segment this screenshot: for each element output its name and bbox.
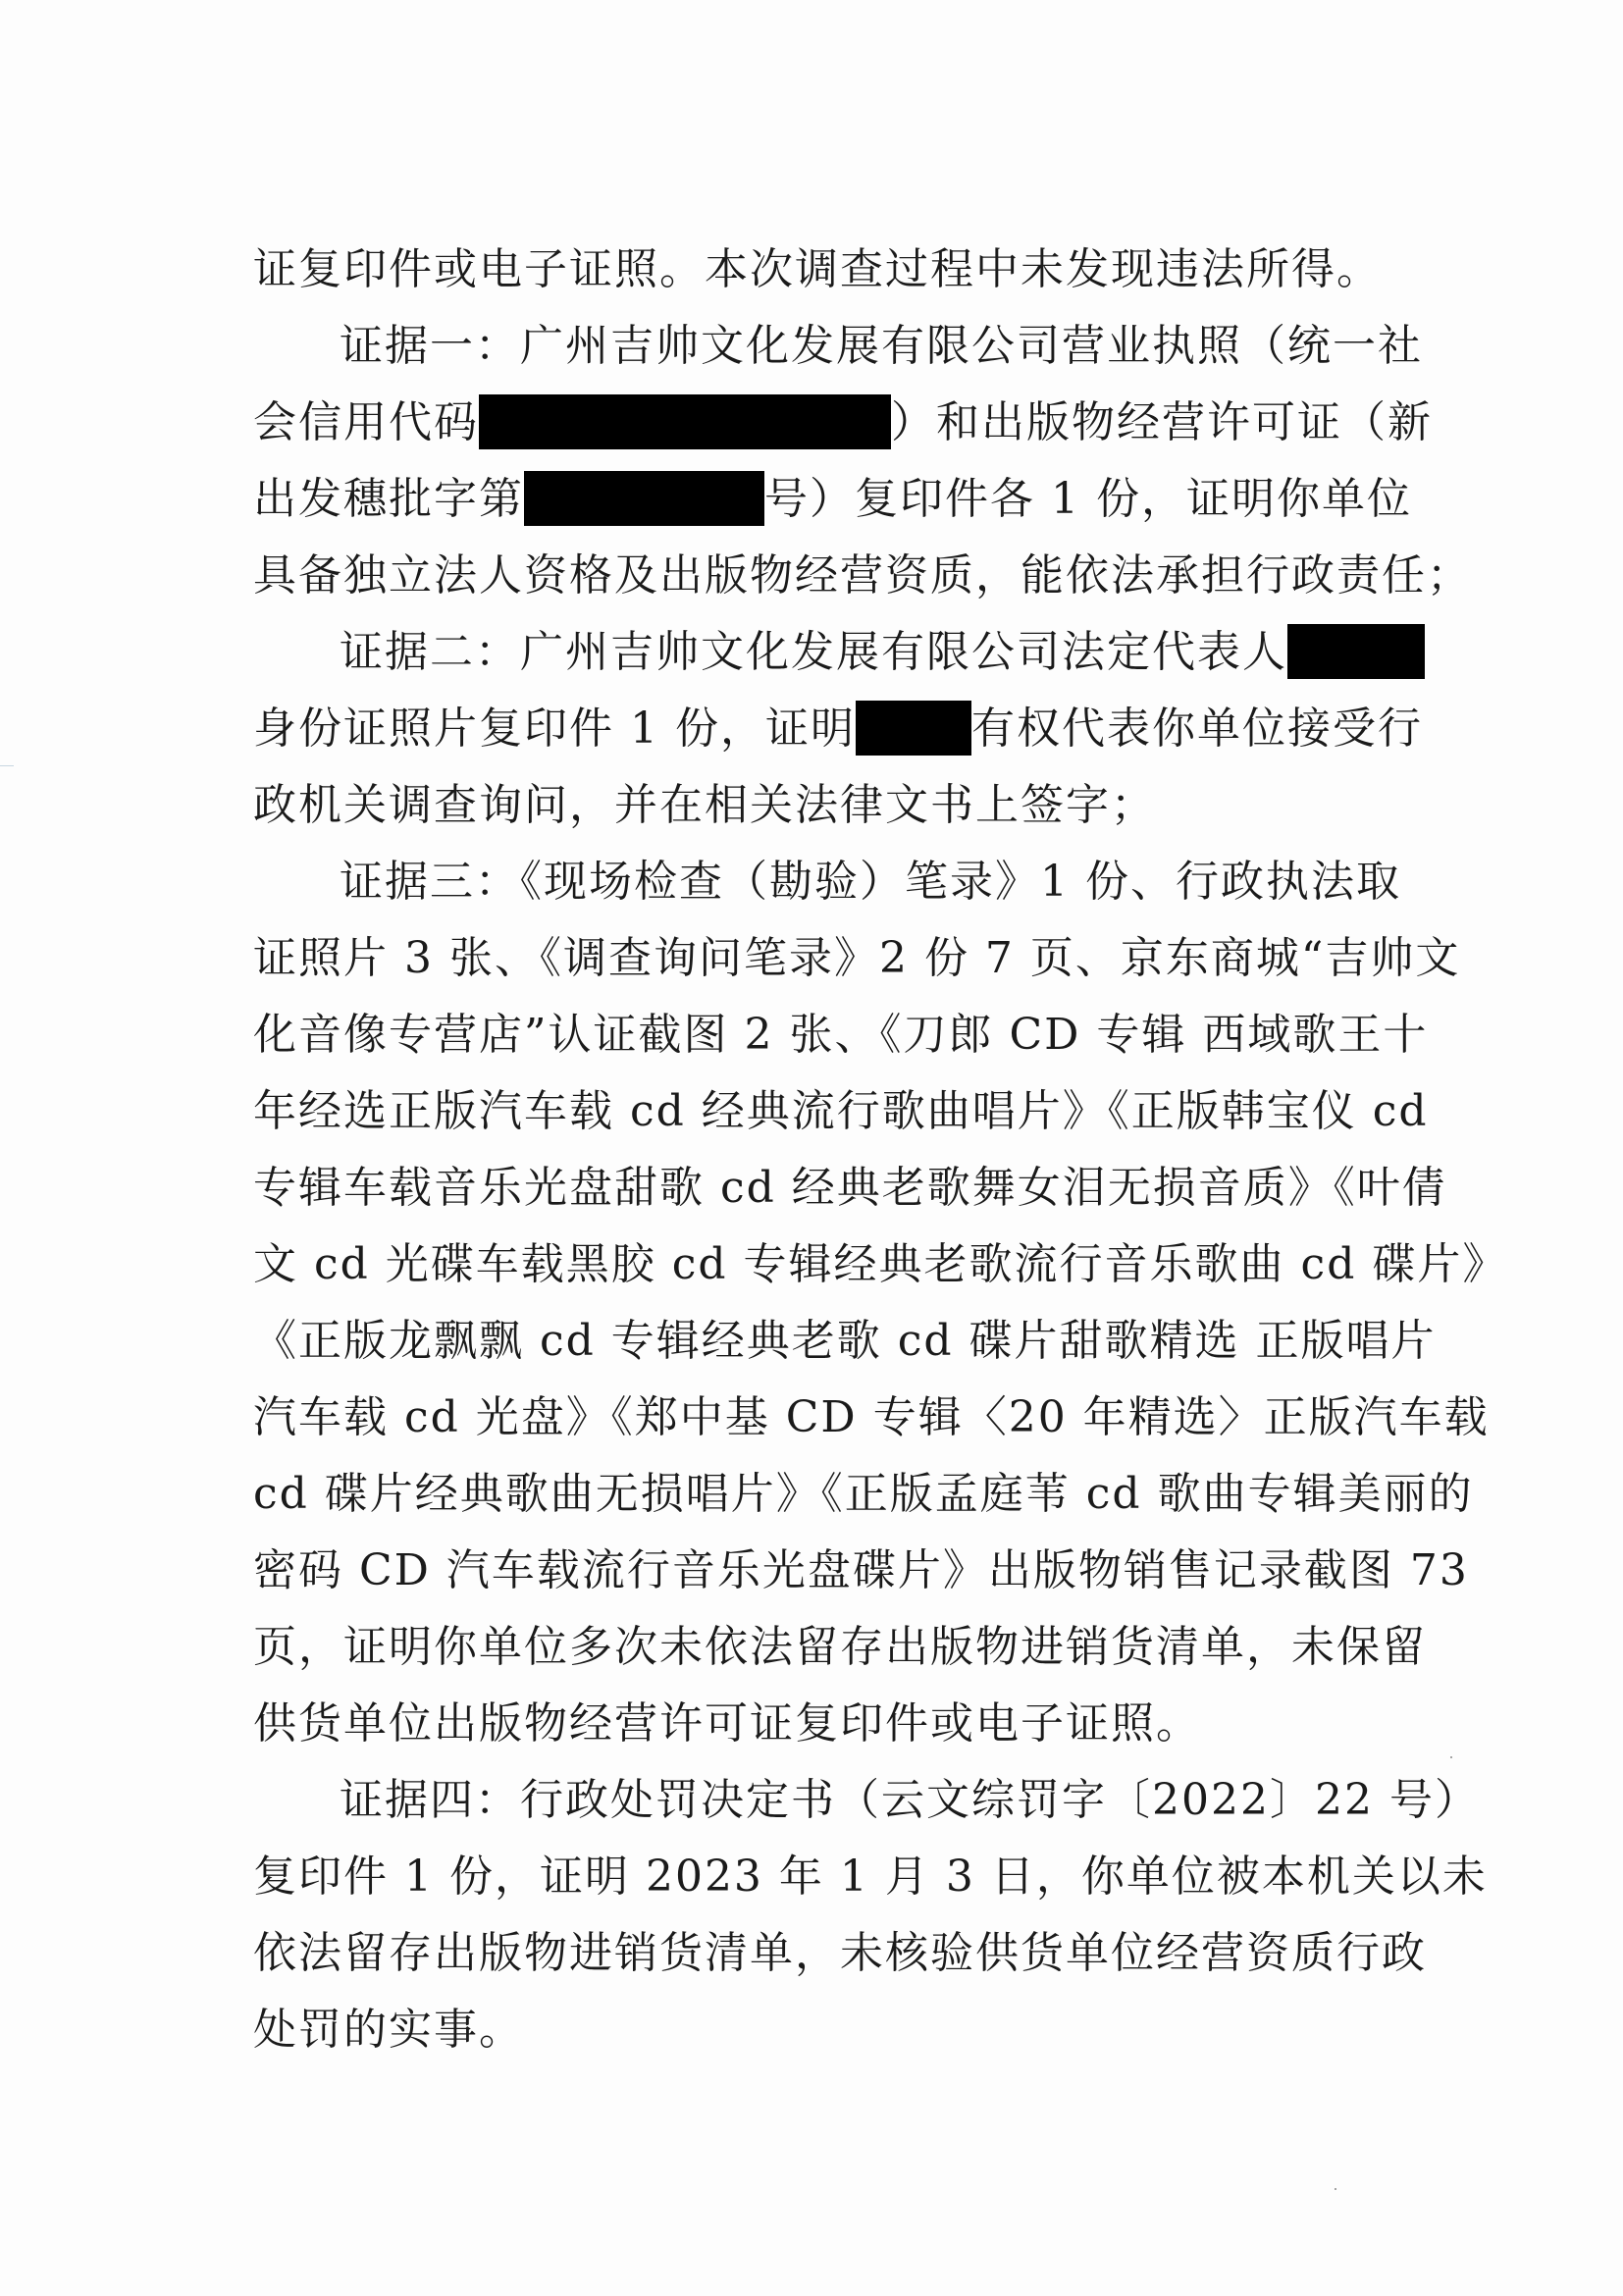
text-fragment: 出发穗批字第 [253,474,524,524]
evidence-three-heading-line: 证据三：《现场检查（勘验）笔录》1 份、行政执法取 [340,857,1401,907]
text-fragment: 身份证照片复印件 1 份，证明 [253,704,856,754]
redaction-block [524,471,764,526]
text-fragment: 会信用代码 [253,397,479,447]
text-line [253,461,1412,538]
document-body [253,232,1508,2068]
scan-speck [1450,1756,1452,1758]
evidence-four-heading-line: 证据四：行政处罚决定书（云文综罚字〔2022〕22 号） [340,1775,1480,1825]
evidence-two-heading-line [253,614,1372,691]
text-line [253,385,1433,461]
text-line: 年经选正版汽车载 cd 经典流行歌曲唱片》《正版韩宝仪 cd [253,1086,1429,1136]
text-line: 供货单位出版物经营许可证复印件或电子证照。 [253,1698,1201,1748]
text-fragment: 有权代表你单位接受行 [970,704,1423,754]
text-line [253,691,1423,767]
text-line: 具备独立法人资格及出版物经营资质，能依法承担行政责任； [253,550,1472,600]
evidence-one-heading-line: 证据一：广州吉帅文化发展有限公司营业执照（统一社 [340,321,1423,371]
text-line: 处罚的实事。 [253,2005,524,2055]
text-line: 汽车载 cd 光盘》《郑中基 CD 专辑〈20 年精选〉正版汽车载 [253,1392,1490,1442]
text-fragment: 证据二：广州吉帅文化发展有限公司法定代表人 [340,627,1287,677]
text-fragment: ）和出版物经营许可证（新 [891,397,1433,447]
text-line: 复印件 1 份，证明 2023 年 1 月 3 日，你单位被本机关以未 [253,1852,1488,1902]
text-line: 《正版龙飘飘 cd 专辑经典老歌 cd 碟片甜歌精选 正版唱片 [253,1316,1437,1366]
text-line: 文 cd 光碟车载黑胶 cd 专辑经典老歌流行音乐歌曲 cd 碟片》 [253,1239,1508,1289]
text-fragment: 号）复印件各 1 份，证明你单位 [764,474,1412,524]
text-line: 依法留存出版物进销货清单，未核验供货单位经营资质行政 [253,1928,1427,1978]
text-line: 专辑车载音乐光盘甜歌 cd 经典老歌舞女泪无损音质》《叶倩 [253,1163,1447,1213]
text-line: cd 碟片经典歌曲无损唱片》《正版孟庭苇 cd 歌曲专辑美丽的 [253,1469,1474,1519]
scan-margin-mark [0,765,14,766]
scan-speck [1335,2188,1336,2190]
text-line: 页，证明你单位多次未依法留存出版物进销货清单，未保留 [253,1622,1427,1672]
text-line: 证复印件或电子证照。本次调查过程中未发现违法所得。 [253,244,1382,294]
redaction-block [479,394,891,449]
redaction-block [1287,624,1425,679]
redaction-block [856,701,971,756]
text-line: 密码 CD 汽车载流行音乐光盘碟片》出版物销售记录截图 73 [253,1545,1469,1595]
text-line: 证照片 3 张、《调查询问笔录》2 份 7 页、京东商城“吉帅文 [253,933,1461,983]
text-line: 政机关调查询问，并在相关法律文书上签字； [253,780,1156,830]
text-line: 化音像专营店”认证截图 2 张、《刀郎 CD 专辑 西域歌王十 [253,1010,1429,1060]
